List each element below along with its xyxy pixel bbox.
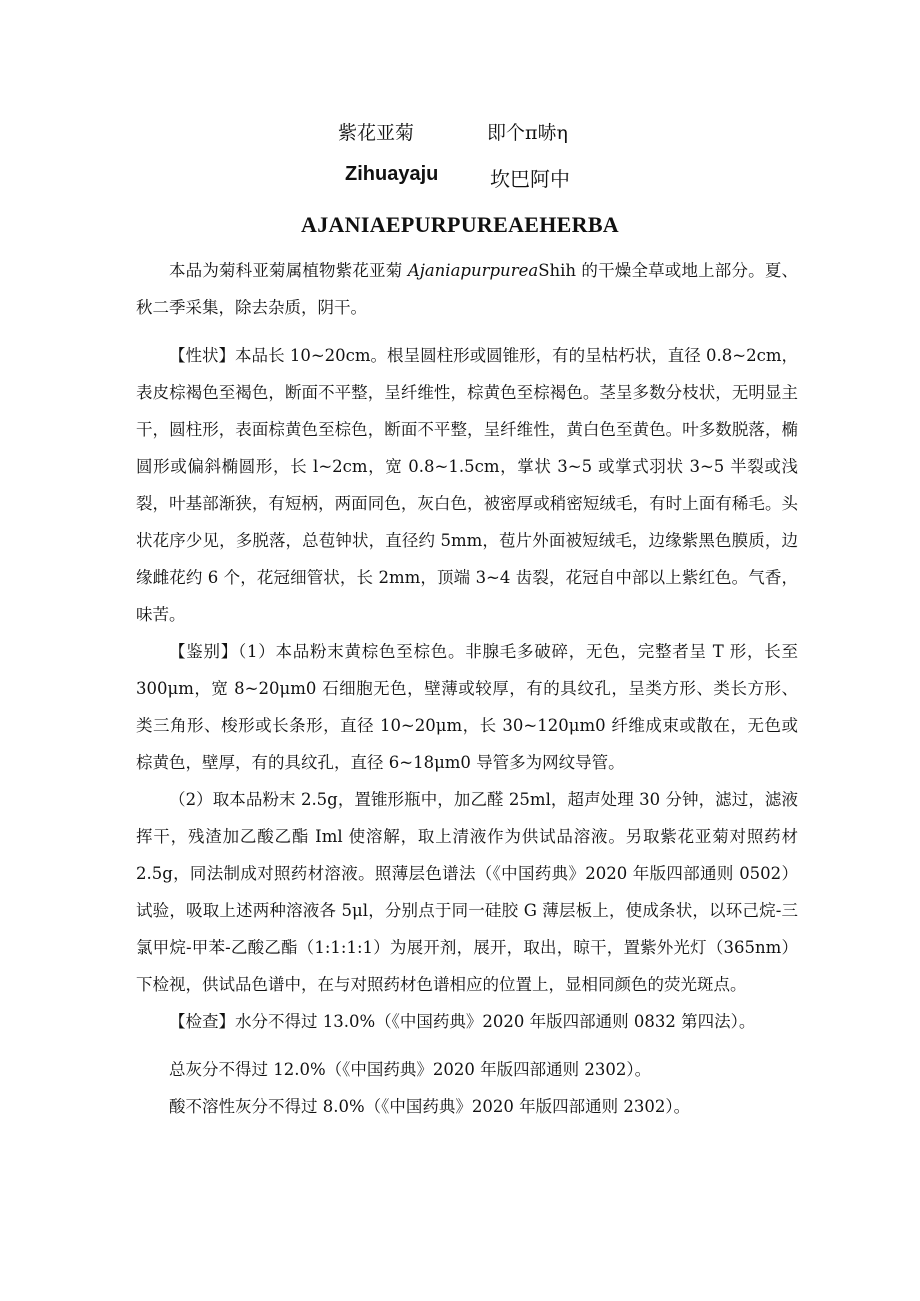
identification-paragraph-1 bbox=[136, 633, 798, 781]
description-text: 本品长 10~20cm。根呈圆柱形或圆锥形，有的呈枯朽状，直径 0.8~2cm，表皮棕褐色至褐色，断面不平整，呈纤维性，棕黄色至棕褐色。茎呈多数分枝状，无明显主干，圆柱形，表面棕黄色至棕色，断面不平整，呈纤维性，黄白色至黄色。叶多数脱落，椭圆形或偏斜椭圆形，长 l~2cm，宽 0.8~1.5cm，掌状 3~5 或掌式羽状 3~5 半裂或浅裂，叶基部渐狭，有短柄，两面同色，灰白色，被密厚或稍密短绒毛，有时上面有稀毛。头状花序少见，多脱落，总苞钟状，直径约 5mm，苞片外面被短绒毛，边缘紫黑色膜质，边缘雌花约 6 个，花冠细管状，长 2mm，顶端 3~4 齿裂，花冠自中部以上紫红色。气香，味苦。 bbox=[136, 346, 798, 624]
drug-name-chinese: 紫花亚菊 bbox=[338, 122, 415, 144]
inspection-ash: 总灰分不得过 12.0%（《中国药典》2020 年版四部通则 2302）。 bbox=[169, 1060, 652, 1079]
inspection-acid-ash: 酸不溶性灰分不得过 8.0%（《中国药典》2020 年版四部通则 2302）。 bbox=[169, 1097, 691, 1116]
drug-name-latin: AJANIAEPURPUREAEHERBA bbox=[301, 212, 619, 237]
drug-name-pinyin: Zihuayaju bbox=[345, 163, 439, 185]
inspection-label: 【检查】 bbox=[169, 1012, 235, 1031]
title-row-chinese bbox=[0, 118, 920, 152]
species-name: Ajaniapurpurea bbox=[407, 261, 539, 280]
inspection-water-text: 水分不得过 13.0%（《中国药典》2020 年版四部通则 0832 第四法）。 bbox=[235, 1012, 756, 1031]
title-row-pinyin bbox=[0, 163, 920, 197]
description-paragraph bbox=[136, 337, 798, 633]
drug-name-tibetan: 即个π哧η bbox=[487, 122, 568, 144]
source-paragraph bbox=[136, 252, 798, 326]
source-text-2: Shih 的干燥全草或地上部分。夏、秋二季采集，除去杂质，阴干。 bbox=[136, 261, 798, 317]
drug-name-transliteration: 坎巴阿中 bbox=[490, 167, 570, 191]
identification-label: 【鉴别】 bbox=[169, 642, 238, 661]
identification-text-1: （1）本品粉末黄棕色至棕色。非腺毛多破碎，无色，完整者呈 T 形，长至 300μm，宽 8~20μm0 石细胞无色，壁薄或较厚，有的具纹孔，呈类方形、类长方形、类三角形、梭形或长条形，直径 10~20μm，长 30~120μm0 纤维成束或散在，无色或棕黄色，壁厚，有的具纹孔，直径 6~18μm0 导管多为网纹导管。 bbox=[136, 642, 798, 772]
source-text-1: 本品为菊科亚菊属植物紫花亚菊 bbox=[169, 261, 408, 280]
inspection-paragraph bbox=[136, 1003, 798, 1040]
identification-paragraph-2: （2）取本品粉末 2.5g，置锥形瓶中，加乙醛 25ml，超声处理 30 分钟，滤过，滤液挥干，残渣加乙酸乙酯 Iml 使溶解，取上清液作为供试品溶液。另取紫花亚菊对照药材 2.5g，同法制成对照药材溶液。照薄层色谱法（《中国药典》2020 年版四部通则 0502）试验，吸取上述两种溶液各 5μl，分别点于同一硅胶 G 薄层板上，使成条状，以环己烷-三氯甲烷-甲苯-乙酸乙酯（1:1:1:1）为展开剂，展开，取出，晾干，置紫外光灯（365nm）下检视，供试品色谱中，在与对照药材色谱相应的位置上，显相同颜色的荧光斑点。 bbox=[136, 790, 798, 994]
description-label: 【性状】 bbox=[169, 346, 236, 365]
monograph-body bbox=[136, 252, 798, 1125]
